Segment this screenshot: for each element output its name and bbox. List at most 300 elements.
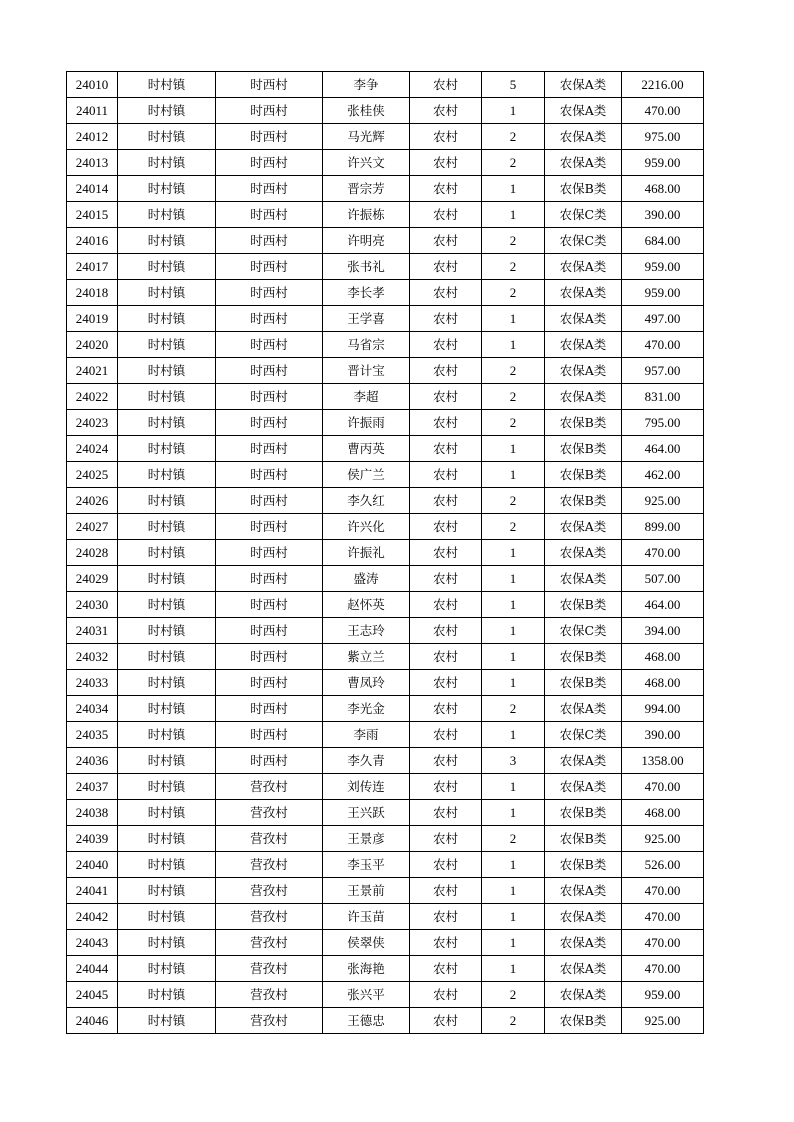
person-name-cell: 许兴化 — [323, 514, 410, 540]
record-id-cell: 24026 — [67, 488, 118, 514]
household-type-cell: 农村 — [410, 306, 482, 332]
record-id-cell: 24041 — [67, 878, 118, 904]
household-type-cell: 农村 — [410, 410, 482, 436]
village-name-cell: 营孜村 — [216, 930, 323, 956]
table-row — [67, 748, 704, 774]
household-size-cell: 1 — [482, 592, 545, 618]
town-name-cell: 时村镇 — [118, 254, 216, 280]
household-size-cell: 2 — [482, 1008, 545, 1034]
village-name-cell: 营孜村 — [216, 1008, 323, 1034]
table-row — [67, 982, 704, 1008]
record-id-cell: 24042 — [67, 904, 118, 930]
person-name-cell: 马省宗 — [323, 332, 410, 358]
person-name-cell: 许兴文 — [323, 150, 410, 176]
table-row — [67, 436, 704, 462]
table-row — [67, 670, 704, 696]
town-name-cell: 时村镇 — [118, 982, 216, 1008]
table-row — [67, 1008, 704, 1034]
amount-cell: 925.00 — [622, 826, 704, 852]
household-type-cell: 农村 — [410, 202, 482, 228]
record-id-cell: 24030 — [67, 592, 118, 618]
insurance-category-cell: 农保A类 — [545, 332, 622, 358]
person-name-cell: 王学喜 — [323, 306, 410, 332]
household-size-cell: 1 — [482, 566, 545, 592]
person-name-cell: 晋宗芳 — [323, 176, 410, 202]
town-name-cell: 时村镇 — [118, 748, 216, 774]
table-row — [67, 150, 704, 176]
insurance-category-cell: 农保B类 — [545, 826, 622, 852]
table-row — [67, 384, 704, 410]
table-row — [67, 280, 704, 306]
insurance-category-cell: 农保A类 — [545, 72, 622, 98]
person-name-cell: 刘传连 — [323, 774, 410, 800]
table-row — [67, 852, 704, 878]
record-id-cell: 24037 — [67, 774, 118, 800]
amount-cell: 470.00 — [622, 956, 704, 982]
town-name-cell: 时村镇 — [118, 540, 216, 566]
household-size-cell: 1 — [482, 644, 545, 670]
person-name-cell: 曹凤玲 — [323, 670, 410, 696]
person-name-cell: 李长孝 — [323, 280, 410, 306]
table-row — [67, 72, 704, 98]
household-type-cell: 农村 — [410, 98, 482, 124]
village-name-cell: 营孜村 — [216, 774, 323, 800]
household-type-cell: 农村 — [410, 514, 482, 540]
household-type-cell: 农村 — [410, 982, 482, 1008]
household-size-cell: 2 — [482, 826, 545, 852]
town-name-cell: 时村镇 — [118, 436, 216, 462]
table-row — [67, 176, 704, 202]
household-size-cell: 1 — [482, 722, 545, 748]
household-size-cell: 1 — [482, 800, 545, 826]
record-id-cell: 24023 — [67, 410, 118, 436]
insurance-category-cell: 农保A类 — [545, 982, 622, 1008]
amount-cell: 831.00 — [622, 384, 704, 410]
town-name-cell: 时村镇 — [118, 644, 216, 670]
household-size-cell: 2 — [482, 514, 545, 540]
village-name-cell: 时西村 — [216, 176, 323, 202]
insurance-category-cell: 农保A类 — [545, 696, 622, 722]
person-name-cell: 王景彦 — [323, 826, 410, 852]
record-id-cell: 24029 — [67, 566, 118, 592]
town-name-cell: 时村镇 — [118, 462, 216, 488]
village-name-cell: 时西村 — [216, 384, 323, 410]
insurance-category-cell: 农保A类 — [545, 514, 622, 540]
table-row — [67, 462, 704, 488]
household-type-cell: 农村 — [410, 254, 482, 280]
household-size-cell: 3 — [482, 748, 545, 774]
household-type-cell: 农村 — [410, 800, 482, 826]
village-name-cell: 营孜村 — [216, 826, 323, 852]
person-name-cell: 李光金 — [323, 696, 410, 722]
amount-cell: 462.00 — [622, 462, 704, 488]
record-id-cell: 24015 — [67, 202, 118, 228]
household-size-cell: 1 — [482, 462, 545, 488]
record-id-cell: 24039 — [67, 826, 118, 852]
insurance-category-cell: 农保A类 — [545, 254, 622, 280]
amount-cell: 470.00 — [622, 540, 704, 566]
table-row — [67, 566, 704, 592]
household-type-cell: 农村 — [410, 566, 482, 592]
village-name-cell: 营孜村 — [216, 852, 323, 878]
household-type-cell: 农村 — [410, 852, 482, 878]
insurance-category-cell: 农保A类 — [545, 98, 622, 124]
table-row — [67, 618, 704, 644]
household-size-cell: 1 — [482, 930, 545, 956]
village-name-cell: 时西村 — [216, 124, 323, 150]
amount-cell: 959.00 — [622, 280, 704, 306]
amount-cell: 464.00 — [622, 436, 704, 462]
table-row — [67, 878, 704, 904]
amount-cell: 468.00 — [622, 800, 704, 826]
household-size-cell: 1 — [482, 904, 545, 930]
village-name-cell: 时西村 — [216, 306, 323, 332]
person-name-cell: 侯广兰 — [323, 462, 410, 488]
table-row — [67, 410, 704, 436]
household-size-cell: 1 — [482, 306, 545, 332]
town-name-cell: 时村镇 — [118, 878, 216, 904]
village-name-cell: 时西村 — [216, 566, 323, 592]
record-id-cell: 24032 — [67, 644, 118, 670]
record-id-cell: 24011 — [67, 98, 118, 124]
household-size-cell: 1 — [482, 98, 545, 124]
person-name-cell: 张海艳 — [323, 956, 410, 982]
village-name-cell: 时西村 — [216, 670, 323, 696]
insurance-category-cell: 农保B类 — [545, 462, 622, 488]
person-name-cell: 许玉苗 — [323, 904, 410, 930]
record-id-cell: 24045 — [67, 982, 118, 1008]
household-size-cell: 2 — [482, 982, 545, 1008]
town-name-cell: 时村镇 — [118, 930, 216, 956]
amount-cell: 925.00 — [622, 1008, 704, 1034]
household-type-cell: 农村 — [410, 618, 482, 644]
insurance-category-cell: 农保A类 — [545, 566, 622, 592]
household-type-cell: 农村 — [410, 774, 482, 800]
household-size-cell: 1 — [482, 540, 545, 566]
table-row — [67, 98, 704, 124]
village-name-cell: 时西村 — [216, 332, 323, 358]
person-name-cell: 李玉平 — [323, 852, 410, 878]
household-type-cell: 农村 — [410, 150, 482, 176]
insurance-category-cell: 农保A类 — [545, 280, 622, 306]
person-name-cell: 李超 — [323, 384, 410, 410]
record-id-cell: 24038 — [67, 800, 118, 826]
person-name-cell: 许振雨 — [323, 410, 410, 436]
town-name-cell: 时村镇 — [118, 306, 216, 332]
household-size-cell: 2 — [482, 410, 545, 436]
insurance-category-cell: 农保A类 — [545, 956, 622, 982]
table-row — [67, 800, 704, 826]
insurance-category-cell: 农保A类 — [545, 748, 622, 774]
person-name-cell: 李争 — [323, 72, 410, 98]
record-id-cell: 24012 — [67, 124, 118, 150]
insurance-category-cell: 农保B类 — [545, 852, 622, 878]
record-id-cell: 24034 — [67, 696, 118, 722]
amount-cell: 507.00 — [622, 566, 704, 592]
town-name-cell: 时村镇 — [118, 696, 216, 722]
person-name-cell: 李雨 — [323, 722, 410, 748]
town-name-cell: 时村镇 — [118, 592, 216, 618]
person-name-cell: 晋计宝 — [323, 358, 410, 384]
record-id-cell: 24044 — [67, 956, 118, 982]
village-name-cell: 营孜村 — [216, 982, 323, 1008]
household-size-cell: 1 — [482, 332, 545, 358]
household-type-cell: 农村 — [410, 176, 482, 202]
amount-cell: 959.00 — [622, 982, 704, 1008]
insurance-category-cell: 农保A类 — [545, 150, 622, 176]
town-name-cell: 时村镇 — [118, 72, 216, 98]
record-id-cell: 24033 — [67, 670, 118, 696]
amount-cell: 390.00 — [622, 202, 704, 228]
person-name-cell: 马光辉 — [323, 124, 410, 150]
amount-cell: 468.00 — [622, 176, 704, 202]
record-id-cell: 24035 — [67, 722, 118, 748]
town-name-cell: 时村镇 — [118, 618, 216, 644]
village-name-cell: 时西村 — [216, 540, 323, 566]
village-name-cell: 时西村 — [216, 644, 323, 670]
household-type-cell: 农村 — [410, 436, 482, 462]
household-size-cell: 2 — [482, 384, 545, 410]
household-type-cell: 农村 — [410, 722, 482, 748]
household-size-cell: 2 — [482, 150, 545, 176]
household-type-cell: 农村 — [410, 488, 482, 514]
town-name-cell: 时村镇 — [118, 358, 216, 384]
household-type-cell: 农村 — [410, 878, 482, 904]
record-id-cell: 24013 — [67, 150, 118, 176]
person-name-cell: 许明亮 — [323, 228, 410, 254]
household-type-cell: 农村 — [410, 1008, 482, 1034]
amount-cell: 470.00 — [622, 774, 704, 800]
town-name-cell: 时村镇 — [118, 150, 216, 176]
record-id-cell: 24019 — [67, 306, 118, 332]
town-name-cell: 时村镇 — [118, 202, 216, 228]
amount-cell: 470.00 — [622, 98, 704, 124]
town-name-cell: 时村镇 — [118, 800, 216, 826]
insurance-category-cell: 农保A类 — [545, 124, 622, 150]
insurance-category-cell: 农保A类 — [545, 878, 622, 904]
amount-cell: 464.00 — [622, 592, 704, 618]
amount-cell: 468.00 — [622, 644, 704, 670]
person-name-cell: 王志玲 — [323, 618, 410, 644]
table-row — [67, 956, 704, 982]
village-name-cell: 时西村 — [216, 592, 323, 618]
household-size-cell: 1 — [482, 436, 545, 462]
record-id-cell: 24021 — [67, 358, 118, 384]
amount-cell: 394.00 — [622, 618, 704, 644]
household-size-cell: 1 — [482, 956, 545, 982]
village-name-cell: 时西村 — [216, 696, 323, 722]
household-type-cell: 农村 — [410, 280, 482, 306]
village-name-cell: 时西村 — [216, 618, 323, 644]
person-name-cell: 王德忠 — [323, 1008, 410, 1034]
table-row — [67, 124, 704, 150]
record-id-cell: 24017 — [67, 254, 118, 280]
person-name-cell: 曹丙英 — [323, 436, 410, 462]
household-size-cell: 2 — [482, 124, 545, 150]
amount-cell: 468.00 — [622, 670, 704, 696]
insurance-category-cell: 农保B类 — [545, 176, 622, 202]
insurance-category-cell: 农保B类 — [545, 436, 622, 462]
household-size-cell: 2 — [482, 358, 545, 384]
household-size-cell: 2 — [482, 488, 545, 514]
record-id-cell: 24016 — [67, 228, 118, 254]
household-size-cell: 2 — [482, 228, 545, 254]
table-row — [67, 540, 704, 566]
amount-cell: 470.00 — [622, 930, 704, 956]
village-name-cell: 时西村 — [216, 254, 323, 280]
insurance-category-cell: 农保B类 — [545, 800, 622, 826]
amount-cell: 470.00 — [622, 332, 704, 358]
town-name-cell: 时村镇 — [118, 488, 216, 514]
amount-cell: 925.00 — [622, 488, 704, 514]
household-size-cell: 2 — [482, 280, 545, 306]
household-size-cell: 2 — [482, 254, 545, 280]
record-id-cell: 24046 — [67, 1008, 118, 1034]
household-size-cell: 1 — [482, 202, 545, 228]
amount-cell: 975.00 — [622, 124, 704, 150]
insurance-category-cell: 农保B类 — [545, 1008, 622, 1034]
person-name-cell: 盛涛 — [323, 566, 410, 592]
village-name-cell: 时西村 — [216, 150, 323, 176]
insurance-category-cell: 农保A类 — [545, 930, 622, 956]
village-name-cell: 营孜村 — [216, 904, 323, 930]
household-type-cell: 农村 — [410, 592, 482, 618]
table-row — [67, 774, 704, 800]
amount-cell: 959.00 — [622, 150, 704, 176]
record-id-cell: 24014 — [67, 176, 118, 202]
village-name-cell: 时西村 — [216, 410, 323, 436]
town-name-cell: 时村镇 — [118, 774, 216, 800]
amount-cell: 2216.00 — [622, 72, 704, 98]
record-id-cell: 24024 — [67, 436, 118, 462]
village-name-cell: 时西村 — [216, 72, 323, 98]
town-name-cell: 时村镇 — [118, 826, 216, 852]
table-body — [67, 72, 704, 1034]
household-type-cell: 农村 — [410, 124, 482, 150]
insurance-category-cell: 农保A类 — [545, 358, 622, 384]
village-name-cell: 时西村 — [216, 228, 323, 254]
table-row — [67, 722, 704, 748]
town-name-cell: 时村镇 — [118, 228, 216, 254]
person-name-cell: 张桂侠 — [323, 98, 410, 124]
household-type-cell: 农村 — [410, 540, 482, 566]
household-type-cell: 农村 — [410, 462, 482, 488]
household-type-cell: 农村 — [410, 696, 482, 722]
household-type-cell: 农村 — [410, 644, 482, 670]
amount-cell: 684.00 — [622, 228, 704, 254]
village-name-cell: 时西村 — [216, 202, 323, 228]
household-type-cell: 农村 — [410, 332, 482, 358]
table-row — [67, 592, 704, 618]
household-size-cell: 5 — [482, 72, 545, 98]
record-id-cell: 24018 — [67, 280, 118, 306]
household-type-cell: 农村 — [410, 904, 482, 930]
insurance-category-cell: 农保A类 — [545, 384, 622, 410]
amount-cell: 390.00 — [622, 722, 704, 748]
insurance-category-cell: 农保B类 — [545, 592, 622, 618]
household-size-cell: 1 — [482, 852, 545, 878]
amount-cell: 1358.00 — [622, 748, 704, 774]
insurance-category-cell: 农保A类 — [545, 774, 622, 800]
subsidy-table — [66, 71, 704, 1034]
household-type-cell: 农村 — [410, 826, 482, 852]
person-name-cell: 王兴跃 — [323, 800, 410, 826]
table-row — [67, 254, 704, 280]
insurance-category-cell: 农保B类 — [545, 488, 622, 514]
village-name-cell: 时西村 — [216, 358, 323, 384]
record-id-cell: 24028 — [67, 540, 118, 566]
insurance-category-cell: 农保A类 — [545, 540, 622, 566]
village-name-cell: 时西村 — [216, 462, 323, 488]
amount-cell: 957.00 — [622, 358, 704, 384]
household-size-cell: 1 — [482, 670, 545, 696]
town-name-cell: 时村镇 — [118, 852, 216, 878]
person-name-cell: 许振栋 — [323, 202, 410, 228]
town-name-cell: 时村镇 — [118, 98, 216, 124]
insurance-category-cell: 农保C类 — [545, 228, 622, 254]
village-name-cell: 时西村 — [216, 280, 323, 306]
town-name-cell: 时村镇 — [118, 1008, 216, 1034]
town-name-cell: 时村镇 — [118, 514, 216, 540]
insurance-category-cell: 农保B类 — [545, 644, 622, 670]
household-size-cell: 1 — [482, 878, 545, 904]
town-name-cell: 时村镇 — [118, 280, 216, 306]
town-name-cell: 时村镇 — [118, 410, 216, 436]
person-name-cell: 许振礼 — [323, 540, 410, 566]
household-type-cell: 农村 — [410, 930, 482, 956]
person-name-cell: 张兴平 — [323, 982, 410, 1008]
table-row — [67, 696, 704, 722]
town-name-cell: 时村镇 — [118, 124, 216, 150]
insurance-category-cell: 农保B类 — [545, 670, 622, 696]
town-name-cell: 时村镇 — [118, 384, 216, 410]
town-name-cell: 时村镇 — [118, 956, 216, 982]
record-id-cell: 24040 — [67, 852, 118, 878]
village-name-cell: 时西村 — [216, 98, 323, 124]
record-id-cell: 24043 — [67, 930, 118, 956]
household-type-cell: 农村 — [410, 956, 482, 982]
town-name-cell: 时村镇 — [118, 176, 216, 202]
table-row — [67, 644, 704, 670]
person-name-cell: 侯翠侠 — [323, 930, 410, 956]
household-type-cell: 农村 — [410, 358, 482, 384]
record-id-cell: 24010 — [67, 72, 118, 98]
village-name-cell: 时西村 — [216, 514, 323, 540]
household-type-cell: 农村 — [410, 748, 482, 774]
town-name-cell: 时村镇 — [118, 670, 216, 696]
table-row — [67, 332, 704, 358]
table-row — [67, 904, 704, 930]
insurance-category-cell: 农保C类 — [545, 722, 622, 748]
village-name-cell: 营孜村 — [216, 956, 323, 982]
village-name-cell: 时西村 — [216, 748, 323, 774]
insurance-category-cell: 农保B类 — [545, 410, 622, 436]
amount-cell: 526.00 — [622, 852, 704, 878]
insurance-category-cell: 农保C类 — [545, 618, 622, 644]
household-size-cell: 1 — [482, 618, 545, 644]
person-name-cell: 王景前 — [323, 878, 410, 904]
person-name-cell: 赵怀英 — [323, 592, 410, 618]
village-name-cell: 时西村 — [216, 722, 323, 748]
household-type-cell: 农村 — [410, 72, 482, 98]
village-name-cell: 营孜村 — [216, 800, 323, 826]
amount-cell: 470.00 — [622, 904, 704, 930]
household-size-cell: 1 — [482, 774, 545, 800]
table-row — [67, 228, 704, 254]
table-row — [67, 306, 704, 332]
town-name-cell: 时村镇 — [118, 566, 216, 592]
record-id-cell: 24036 — [67, 748, 118, 774]
